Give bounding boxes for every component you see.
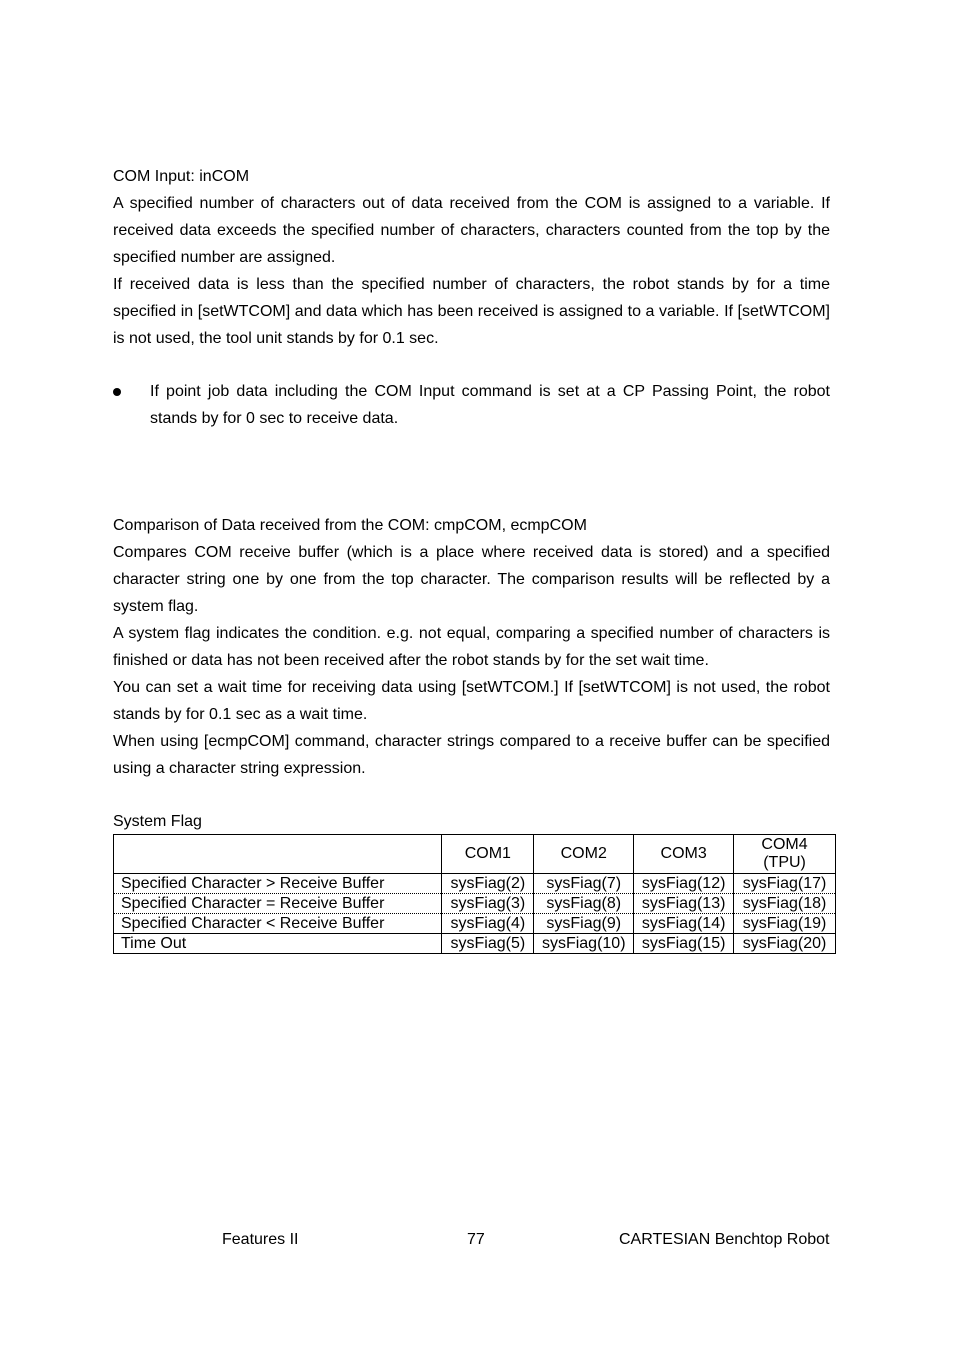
header-cell: COM1 <box>442 835 534 874</box>
table-cell: sysFiag(9) <box>534 914 634 934</box>
table-row <box>114 874 836 894</box>
paragraph: You can set a wait time for receiving data using [setWTCOM.] If [setWTCOM] is not used, the robot stands by for 0.1 sec as a wait time. <box>113 679 830 723</box>
table-cell: sysFiag(8) <box>534 894 634 914</box>
header-cell: COM3 <box>634 835 734 874</box>
row-label: Time Out <box>114 934 442 954</box>
table-row <box>114 894 836 914</box>
table-cell: sysFiag(7) <box>534 874 634 894</box>
paragraph: If received data is less than the specified number of characters, the robot stands by for a time specified in [setWTCOM] and data which has been received is assigned to a variable. If [setWTCOM] is not used, the tool unit stands by for 0.1 sec. <box>113 276 830 347</box>
header-cell: COM2 <box>534 835 634 874</box>
table-cell: sysFiag(19) <box>734 914 836 934</box>
header-line: COM4 <box>761 836 808 853</box>
header-cell <box>734 835 836 874</box>
table-cell: sysFiag(14) <box>634 914 734 934</box>
section-comparison <box>113 512 830 782</box>
table-cell: sysFiag(2) <box>442 874 534 894</box>
table-cell: sysFiag(4) <box>442 914 534 934</box>
table-caption: System Flag <box>113 813 202 830</box>
table-row <box>114 934 836 954</box>
paragraph: A system flag indicates the condition. e.g. not equal, comparing a specified number of characters is finished or data has not been received after the robot stands by for the set wait time. <box>113 625 830 669</box>
row-label: Specified Character < Receive Buffer <box>114 914 442 934</box>
row-label: Specified Character > Receive Buffer <box>114 874 442 894</box>
page-number: 77 <box>467 1231 485 1248</box>
table-cell: sysFiag(15) <box>634 934 734 954</box>
section-title: Comparison of Data received from the COM: cmpCOM, ecmpCOM <box>113 517 587 534</box>
footer-right: CARTESIAN Benchtop Robot <box>619 1231 830 1248</box>
table-cell: sysFiag(3) <box>442 894 534 914</box>
table-cell: sysFiag(5) <box>442 934 534 954</box>
paragraph: When using [ecmpCOM] command, character strings compared to a receive buffer can be specified using a character string expression. <box>113 733 830 777</box>
bullet-icon <box>113 388 121 396</box>
header-cell <box>114 835 442 874</box>
bullet-text: If point job data including the COM Input command is set at a CP Passing Point, the robot stands by for 0 sec to receive data. <box>150 383 830 427</box>
footer-left: Features II <box>222 1231 299 1248</box>
section-title: COM Input: inCOM <box>113 168 250 185</box>
row-label: Specified Character = Receive Buffer <box>114 894 442 914</box>
table-row <box>114 914 836 934</box>
table-header-row <box>114 835 836 874</box>
bullet-note <box>113 378 830 432</box>
table-cell: sysFiag(20) <box>734 934 836 954</box>
section-com-input <box>113 163 830 352</box>
table-cell: sysFiag(13) <box>634 894 734 914</box>
table-cell: sysFiag(17) <box>734 874 836 894</box>
paragraph: Compares COM receive buffer (which is a place where received data is stored) and a specified character string one by one from the top character. The comparison results will be reflected by a system flag. <box>113 544 830 615</box>
table-cell: sysFiag(10) <box>534 934 634 954</box>
table-cell: sysFiag(12) <box>634 874 734 894</box>
header-line: (TPU) <box>763 854 806 871</box>
system-flag-table <box>113 834 836 954</box>
table-cell: sysFiag(18) <box>734 894 836 914</box>
paragraph: A specified number of characters out of data received from the COM is assigned to a variable. If received data exceeds the specified number of characters, characters counted from the top by the specified number are assigned. <box>113 195 830 266</box>
